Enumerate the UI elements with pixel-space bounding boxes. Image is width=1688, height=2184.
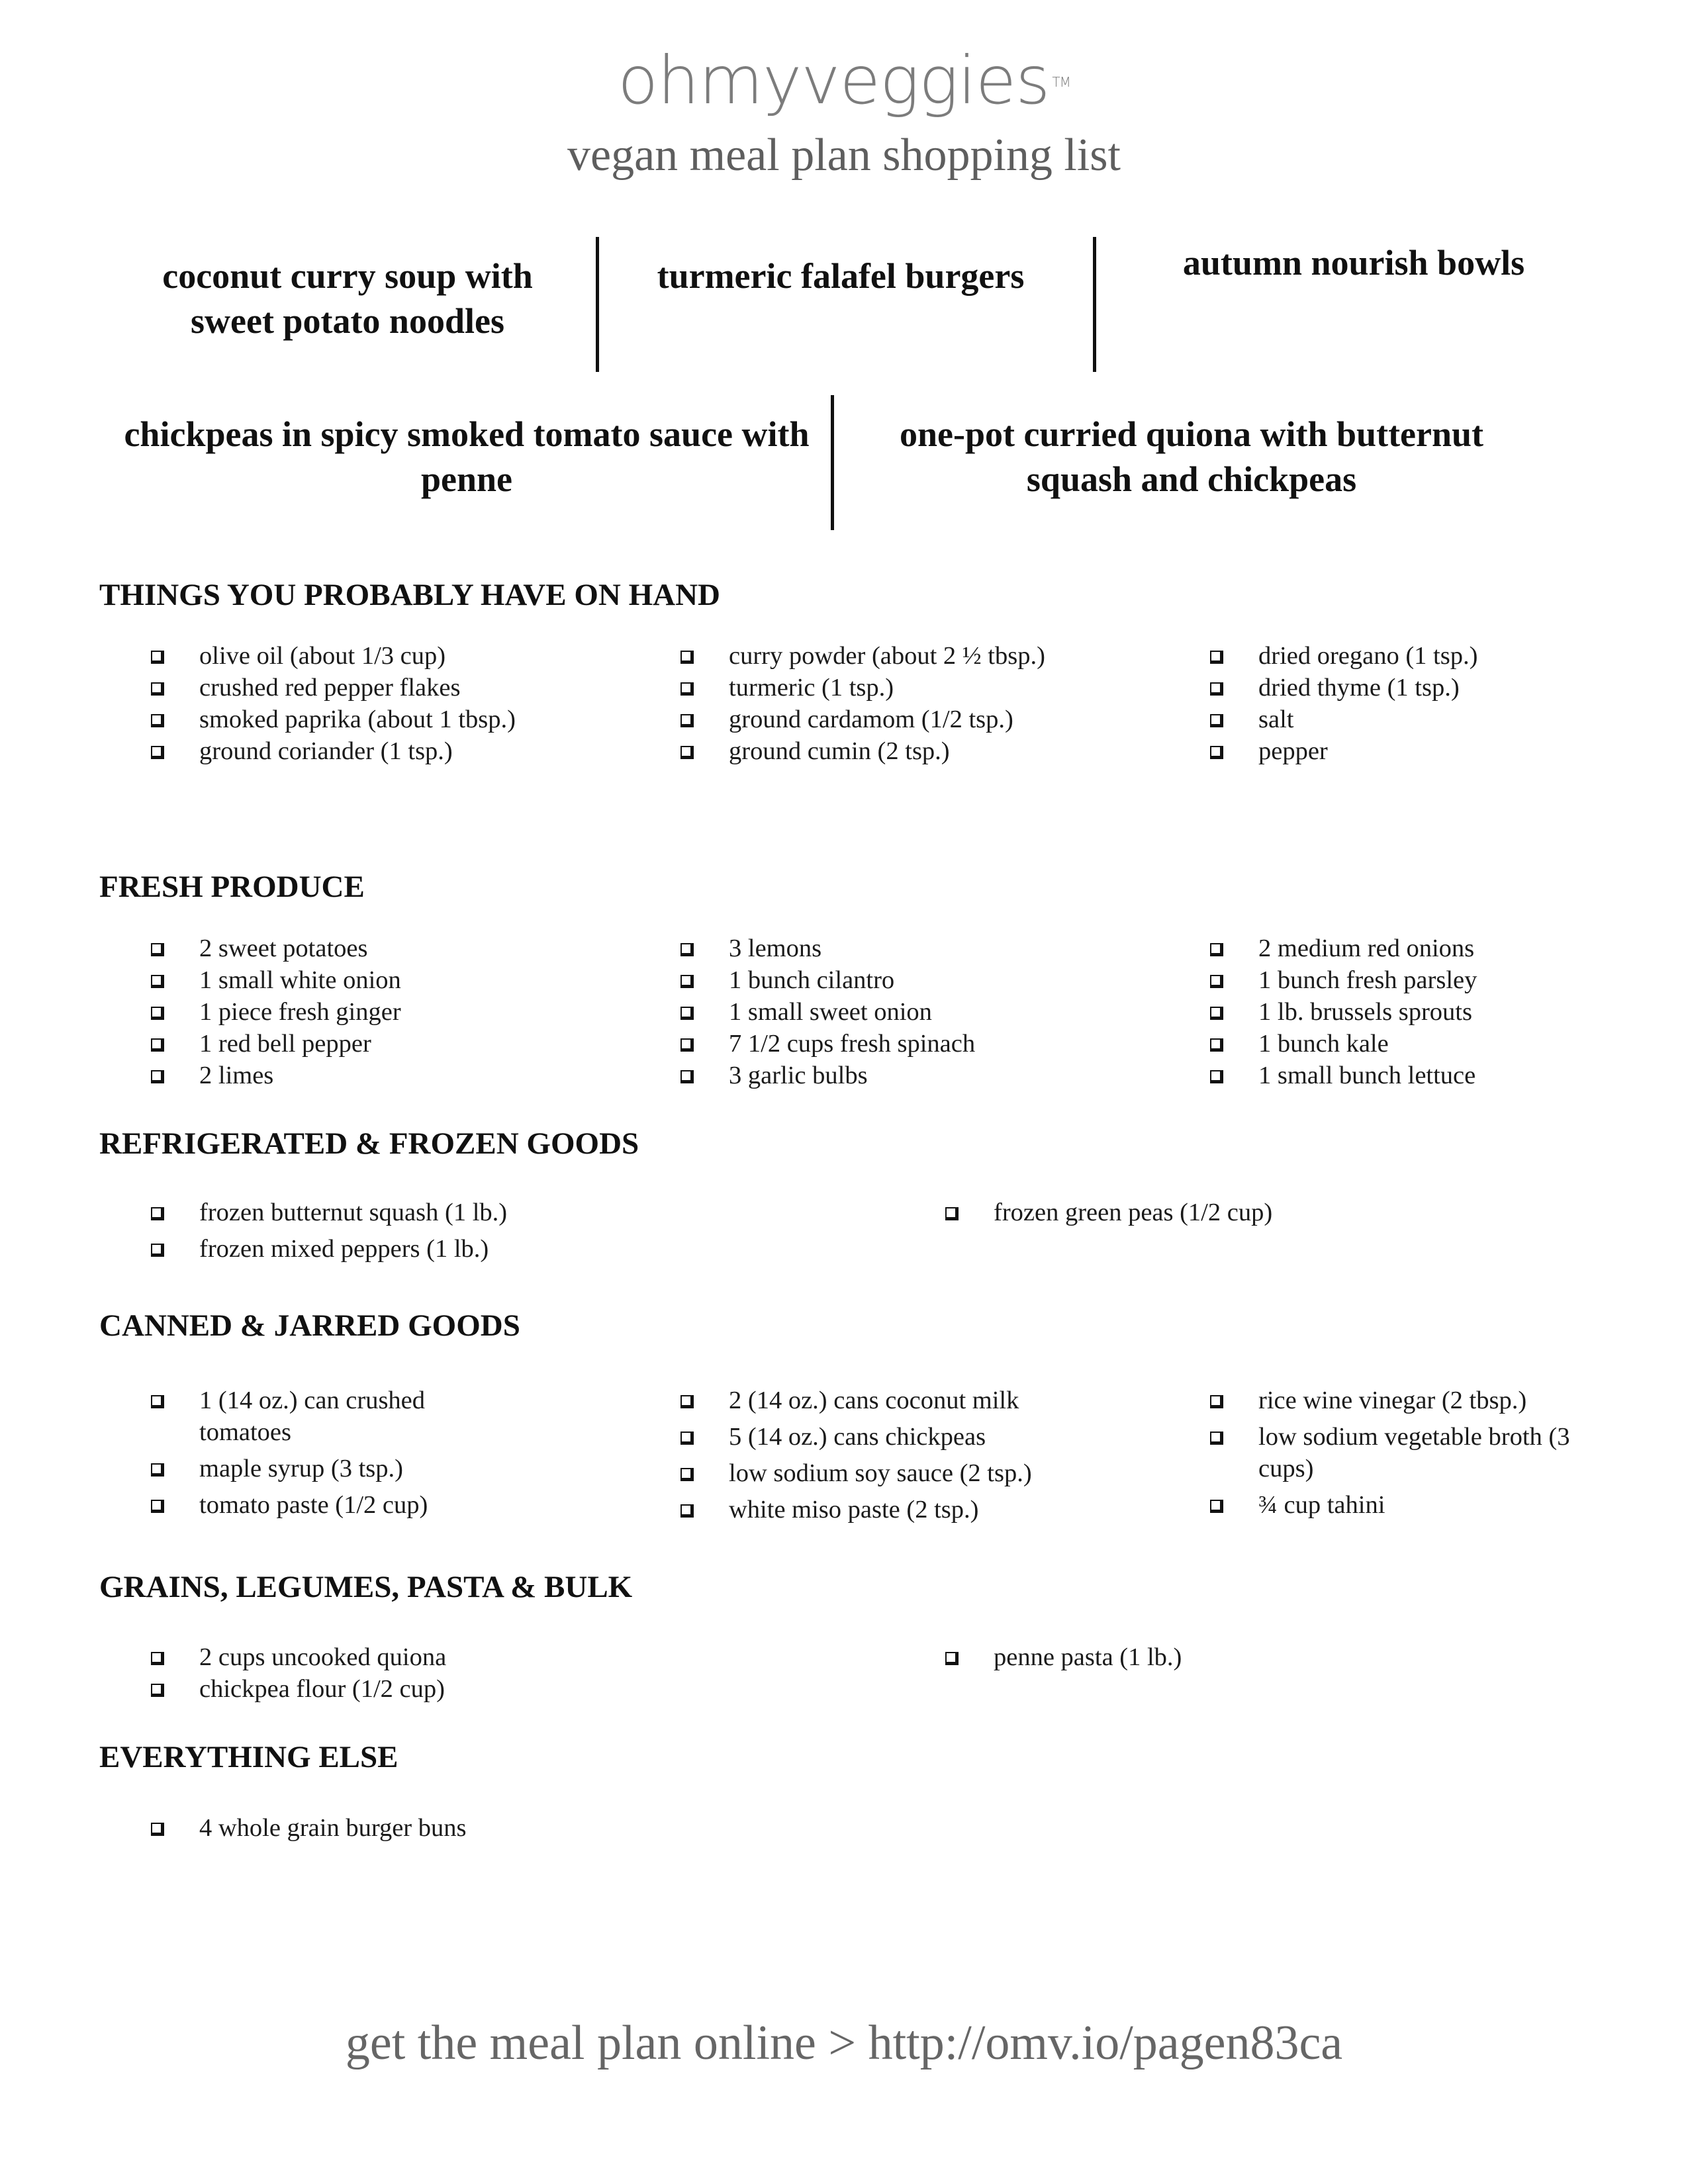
recipe-title: coconut curry soup with sweet potato noodles xyxy=(162,256,533,341)
list-item[interactable]: rice wine vinegar (2 tbsp.) xyxy=(1210,1385,1581,1416)
list-item[interactable]: ¾ cup tahini xyxy=(1210,1489,1581,1521)
checkbox-icon[interactable] xyxy=(680,1007,694,1020)
list-produce-col1 xyxy=(151,933,522,1091)
list-frozen-col1 xyxy=(151,1197,747,1269)
list-item[interactable]: 2 cups uncooked quiona xyxy=(151,1641,747,1673)
brand-logo xyxy=(0,42,1688,119)
list-canned-col2 xyxy=(680,1385,1144,1530)
checkbox-icon[interactable] xyxy=(1210,1038,1223,1052)
checkbox-icon[interactable] xyxy=(151,651,164,664)
list-item[interactable]: frozen mixed peppers (1 lb.) xyxy=(151,1233,747,1265)
list-item[interactable]: turmeric (1 tsp.) xyxy=(680,672,1051,704)
checkbox-icon[interactable] xyxy=(680,1395,694,1408)
checkbox-icon[interactable] xyxy=(151,1007,164,1020)
list-item[interactable]: curry powder (about 2 ½ tbsp.) xyxy=(680,640,1051,672)
list-item[interactable]: 1 red bell pepper xyxy=(151,1028,522,1060)
list-item[interactable]: white miso paste (2 tsp.) xyxy=(680,1494,1144,1525)
list-produce-col2 xyxy=(680,933,1078,1091)
recipe-title: autumn nourish bowls xyxy=(1182,243,1525,283)
checkbox-icon[interactable] xyxy=(151,1463,164,1477)
recipe-title: one-pot curried quiona with butternut squash and chickpeas xyxy=(899,414,1484,499)
checkbox-icon[interactable] xyxy=(151,1395,164,1408)
list-item[interactable]: pepper xyxy=(1210,735,1607,767)
checkbox-icon[interactable] xyxy=(151,1070,164,1083)
section-title-everything-else: EVERYTHING ELSE xyxy=(99,1740,399,1774)
list-item[interactable]: 1 bunch cilantro xyxy=(680,964,1078,996)
list-item[interactable]: 1 (14 oz.) can crushed tomatoes xyxy=(151,1385,495,1448)
recipe-title: chickpeas in spicy smoked tomato sauce with penne xyxy=(124,414,810,499)
list-item[interactable]: dried thyme (1 tsp.) xyxy=(1210,672,1607,704)
list-canned-col3 xyxy=(1210,1385,1581,1525)
list-item[interactable]: 2 limes xyxy=(151,1060,522,1091)
list-item[interactable]: 3 garlic bulbs xyxy=(680,1060,1078,1091)
list-item[interactable]: 1 small bunch lettuce xyxy=(1210,1060,1607,1091)
list-item[interactable]: 1 small white onion xyxy=(151,964,522,996)
divider xyxy=(1093,237,1096,372)
page-title: vegan meal plan shopping list xyxy=(567,130,1121,181)
list-item[interactable]: 2 sweet potatoes xyxy=(151,933,522,964)
checkbox-icon[interactable] xyxy=(1210,714,1223,727)
trademark-mark: TM xyxy=(1052,74,1070,90)
checkbox-icon[interactable] xyxy=(151,1652,164,1665)
list-on-hand-col1 xyxy=(151,640,522,767)
list-item[interactable]: frozen green peas (1/2 cup) xyxy=(945,1197,1541,1228)
list-on-hand-col3 xyxy=(1210,640,1607,767)
list-everything-else xyxy=(151,1812,747,1844)
list-item[interactable]: maple syrup (3 tsp.) xyxy=(151,1453,495,1484)
checkbox-icon[interactable] xyxy=(151,975,164,988)
checkbox-icon[interactable] xyxy=(1210,1007,1223,1020)
checkbox-icon[interactable] xyxy=(945,1207,959,1220)
checkbox-icon[interactable] xyxy=(1210,746,1223,759)
checkbox-icon[interactable] xyxy=(680,746,694,759)
section-title-frozen: REFRIGERATED & FROZEN GOODS xyxy=(99,1126,639,1161)
list-item[interactable]: crushed red pepper flakes xyxy=(151,672,522,704)
list-item[interactable]: 2 (14 oz.) cans coconut milk xyxy=(680,1385,1144,1416)
checkbox-icon[interactable] xyxy=(1210,651,1223,664)
list-item[interactable]: salt xyxy=(1210,704,1607,735)
list-item[interactable]: 2 medium red onions xyxy=(1210,933,1607,964)
checkbox-icon[interactable] xyxy=(151,714,164,727)
recipe-title: turmeric falafel burgers xyxy=(657,256,1025,296)
checkbox-icon[interactable] xyxy=(151,1684,164,1697)
checkbox-icon[interactable] xyxy=(1210,1500,1223,1513)
list-item[interactable]: 1 lb. brussels sprouts xyxy=(1210,996,1607,1028)
checkbox-icon[interactable] xyxy=(1210,1070,1223,1083)
list-item[interactable]: 1 small sweet onion xyxy=(680,996,1078,1028)
checkbox-icon[interactable] xyxy=(151,1207,164,1220)
list-item[interactable]: penne pasta (1 lb.) xyxy=(945,1641,1541,1673)
list-item[interactable]: 1 bunch fresh parsley xyxy=(1210,964,1607,996)
list-item[interactable]: low sodium vegetable broth (3 cups) xyxy=(1210,1421,1581,1484)
checkbox-icon[interactable] xyxy=(1210,1395,1223,1408)
checkbox-icon[interactable] xyxy=(680,1070,694,1083)
checkbox-icon[interactable] xyxy=(680,943,694,956)
list-produce-col3 xyxy=(1210,933,1607,1091)
logo-text: ohmyveggies xyxy=(618,42,1050,119)
checkbox-icon[interactable] xyxy=(680,1038,694,1052)
list-canned-col1 xyxy=(151,1385,495,1525)
checkbox-icon[interactable] xyxy=(151,943,164,956)
checkbox-icon[interactable] xyxy=(1210,1432,1223,1445)
checkbox-icon[interactable] xyxy=(151,1500,164,1513)
list-item[interactable]: tomato paste (1/2 cup) xyxy=(151,1489,495,1521)
section-title-canned: CANNED & JARRED GOODS xyxy=(99,1308,520,1343)
section-title-produce: FRESH PRODUCE xyxy=(99,870,365,904)
checkbox-icon[interactable] xyxy=(680,714,694,727)
list-grains-col2 xyxy=(945,1641,1541,1673)
divider xyxy=(831,395,834,530)
list-item[interactable]: 5 (14 oz.) cans chickpeas xyxy=(680,1421,1144,1453)
checkbox-icon[interactable] xyxy=(680,1504,694,1518)
checkbox-icon[interactable] xyxy=(151,682,164,696)
checkbox-icon[interactable] xyxy=(680,975,694,988)
list-item[interactable]: smoked paprika (about 1 tbsp.) xyxy=(151,704,522,735)
list-frozen-col2 xyxy=(945,1197,1541,1233)
checkbox-icon[interactable] xyxy=(151,1244,164,1257)
checkbox-icon[interactable] xyxy=(680,651,694,664)
list-item[interactable]: 4 whole grain burger buns xyxy=(151,1812,747,1844)
checkbox-icon[interactable] xyxy=(151,1038,164,1052)
list-item[interactable]: 1 bunch kale xyxy=(1210,1028,1607,1060)
list-item[interactable]: ground cumin (2 tsp.) xyxy=(680,735,1051,767)
checkbox-icon[interactable] xyxy=(1210,682,1223,696)
list-item[interactable]: 7 1/2 cups fresh spinach xyxy=(680,1028,1078,1060)
section-title-on-hand: THINGS YOU PROBABLY HAVE ON HAND xyxy=(99,578,720,612)
checkbox-icon[interactable] xyxy=(1210,943,1223,956)
checkbox-icon[interactable] xyxy=(151,746,164,759)
checkbox-icon[interactable] xyxy=(1210,975,1223,988)
checkbox-icon[interactable] xyxy=(680,1468,694,1481)
checkbox-icon[interactable] xyxy=(680,1432,694,1445)
checkbox-icon[interactable] xyxy=(680,682,694,696)
divider xyxy=(596,237,599,372)
list-item[interactable]: ground coriander (1 tsp.) xyxy=(151,735,522,767)
section-title-grains: GRAINS, LEGUMES, PASTA & BULK xyxy=(99,1570,633,1604)
list-item[interactable]: chickpea flour (1/2 cup) xyxy=(151,1673,747,1705)
list-item[interactable]: ground cardamom (1/2 tsp.) xyxy=(680,704,1051,735)
list-item[interactable]: olive oil (about 1/3 cup) xyxy=(151,640,522,672)
list-item[interactable]: frozen butternut squash (1 lb.) xyxy=(151,1197,747,1228)
list-on-hand-col2 xyxy=(680,640,1051,767)
list-item[interactable]: low sodium soy sauce (2 tsp.) xyxy=(680,1457,1144,1489)
checkbox-icon[interactable] xyxy=(945,1652,959,1665)
list-grains-col1 xyxy=(151,1641,747,1705)
footer-link[interactable]: get the meal plan online > http://omv.io/pagen83ca xyxy=(345,2016,1343,2070)
list-item[interactable]: 1 piece fresh ginger xyxy=(151,996,522,1028)
list-item[interactable]: dried oregano (1 tsp.) xyxy=(1210,640,1607,672)
checkbox-icon[interactable] xyxy=(151,1823,164,1836)
list-item[interactable]: 3 lemons xyxy=(680,933,1078,964)
